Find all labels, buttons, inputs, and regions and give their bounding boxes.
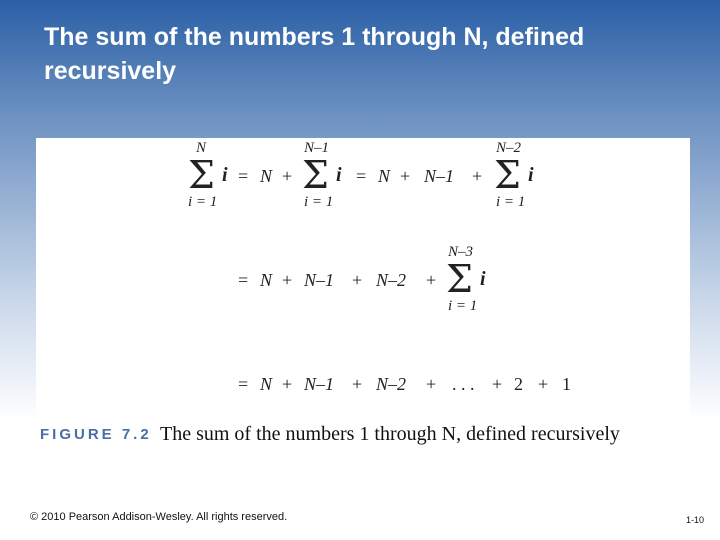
- sum1-lower-limit: i = 1: [188, 194, 218, 210]
- term-one: 1: [562, 374, 571, 394]
- sum1-term: i: [222, 164, 228, 186]
- plus-sign: +: [282, 270, 293, 290]
- sum4-upper-limit: N–3: [448, 244, 474, 260]
- sum2-lower-limit: i = 1: [304, 194, 334, 210]
- term-two: 2: [514, 374, 523, 394]
- plus-sign: +: [282, 166, 293, 186]
- sum3-lower-limit: i = 1: [496, 194, 526, 210]
- plus-sign: +: [400, 166, 411, 186]
- sigma-symbol: Σ: [188, 153, 215, 197]
- sum3-term: i: [528, 164, 534, 186]
- sum2-upper-limit: N–1: [304, 140, 330, 156]
- plus-sign: +: [282, 374, 293, 394]
- slide-title: The sum of the numbers 1 through N, defined recursively: [44, 23, 585, 85]
- copyright-footer: © 2010 Pearson Addison-Wesley. All rights reserved.: [30, 511, 288, 523]
- term-n-minus-2: N–2: [376, 270, 407, 290]
- term-n: N: [260, 166, 273, 186]
- sum4-lower-limit: i = 1: [448, 298, 478, 314]
- term-n-minus-1: N–1: [424, 166, 455, 186]
- sigma-symbol: Σ: [494, 153, 521, 197]
- figure-equation-panel: [36, 138, 690, 450]
- equals-sign: =: [238, 270, 249, 290]
- page-number: 1-10: [686, 515, 705, 525]
- sum3-upper-limit: N–2: [496, 140, 522, 156]
- plus-sign: +: [352, 270, 363, 290]
- equals-sign: =: [238, 374, 249, 394]
- sum1-upper-limit: N: [196, 140, 207, 156]
- term-n-minus-1: N–1: [304, 374, 335, 394]
- equals-sign: =: [238, 166, 249, 186]
- plus-sign: +: [472, 166, 483, 186]
- sigma-symbol: Σ: [302, 153, 329, 197]
- sum4-term: i: [480, 268, 486, 290]
- term-n: N: [260, 270, 273, 290]
- plus-sign: +: [426, 270, 437, 290]
- plus-sign: +: [538, 374, 549, 394]
- plus-sign: +: [352, 374, 363, 394]
- figure-caption-text: The sum of the numbers 1 through N, defined recursively: [160, 423, 620, 445]
- term-n: N: [260, 374, 273, 394]
- figure-caption-label: FIGURE 7.2: [40, 426, 152, 443]
- plus-sign: +: [426, 374, 437, 394]
- sum2-term: i: [336, 164, 342, 186]
- term-n-minus-1: N–1: [304, 270, 335, 290]
- sigma-symbol: Σ: [446, 257, 473, 301]
- equals-sign: =: [356, 166, 367, 186]
- ellipsis: . . .: [452, 374, 475, 394]
- plus-sign: +: [492, 374, 503, 394]
- term-n-minus-2: N–2: [376, 374, 407, 394]
- term-n: N: [378, 166, 391, 186]
